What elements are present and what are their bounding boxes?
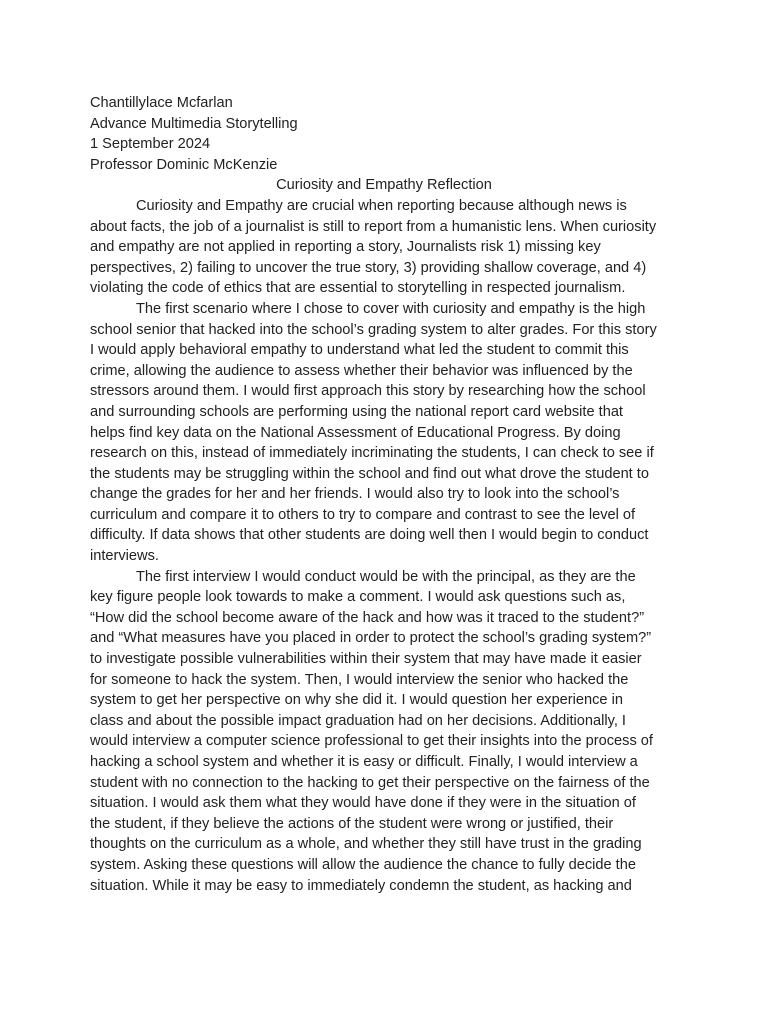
paragraph-line: perspectives, 2) failing to uncover the true story, 3) providing shallow coverage, and 4) bbox=[90, 259, 647, 276]
document-title: Curiosity and Empathy Reflection bbox=[276, 177, 492, 194]
paragraph-line: situation. I would ask them what they would have done if they were in the situation of bbox=[90, 795, 636, 812]
paragraph-line: student with no connection to the hacking to get their perspective on the fairness of the bbox=[90, 774, 650, 791]
paragraph-line: and “What measures have you placed in order to protect the school’s grading system?” bbox=[90, 630, 652, 647]
paragraph-line: curriculum and compare it to others to try to compare and contrast to see the level of bbox=[90, 506, 636, 523]
paragraph-line: change the grades for her and her friends. I would also try to look into the school’s bbox=[90, 486, 620, 503]
paragraph-line: school senior that hacked into the school’s grading system to alter grades. For this story bbox=[90, 321, 657, 338]
paragraph-line: research on this, instead of immediately incriminating the students, I can check to see if bbox=[90, 445, 654, 462]
paragraph-line: violating the code of ethics that are essential to storytelling in respected journalism. bbox=[90, 280, 626, 297]
paragraph-line: system to get her perspective on why she did it. I would question her experience in bbox=[90, 692, 623, 709]
paragraph-line: The first scenario where I chose to cover with curiosity and empathy is the high bbox=[136, 300, 646, 317]
paragraph-line: Curiosity and Empathy are crucial when reporting because although news is bbox=[136, 197, 627, 214]
paragraph-line: crime, allowing the audience to assess whether their behavior was influenced by the bbox=[90, 362, 633, 379]
paragraph-line: about facts, the job of a journalist is still to report from a humanistic lens. When curiosity bbox=[90, 218, 657, 235]
paragraph-line: I would apply behavioral empathy to understand what led the student to commit this bbox=[90, 342, 629, 359]
paragraph-3 bbox=[90, 567, 678, 897]
paragraph-line: the students may be struggling within the school and find out what drove the student to bbox=[90, 465, 649, 482]
paragraph-line: stressors around them. I would first approach this story by researching how the school bbox=[90, 383, 646, 400]
paragraph-line: hacking a school system and whether it is easy or difficult. Finally, I would interview a bbox=[90, 754, 638, 770]
document-header bbox=[90, 93, 678, 175]
professor-name: Professor Dominic McKenzie bbox=[90, 156, 278, 173]
paragraph-line: situation. While it may be easy to immediately condemn the student, as hacking and bbox=[90, 877, 632, 894]
paragraph-line: system. Asking these questions will allow the audience the chance to fully decide the bbox=[90, 856, 636, 873]
paragraph-line: helps find key data on the National Assessment of Educational Progress. By doing bbox=[90, 424, 621, 441]
paragraph-line: for someone to hack the system. Then, I would interview the senior who hacked the bbox=[90, 671, 629, 688]
paragraph-line: would interview a computer science professional to get their insights into the process of bbox=[90, 733, 653, 750]
author-name: Chantillylace Mcfarlan bbox=[90, 95, 233, 111]
paragraph-line: and empathy are not applied in reporting a story, Journalists risk 1) missing key bbox=[90, 239, 601, 256]
paragraph-line: thoughts on the curriculum as a whole, and whether they still have trust in the grading bbox=[90, 836, 642, 853]
paragraph-line: The first interview I would conduct would be with the principal, as they are the bbox=[136, 568, 636, 585]
paragraph-2 bbox=[90, 299, 678, 567]
paragraph-line: “How did the school become aware of the hack and how was it traced to the student?” bbox=[90, 609, 645, 626]
paragraph-line: and surrounding schools are performing using the national report card website that bbox=[90, 403, 623, 420]
course-name: Advance Multimedia Storytelling bbox=[90, 115, 298, 132]
document-body bbox=[90, 196, 678, 896]
paragraph-line: to investigate possible vulnerabilities within their system that may have made it easier bbox=[90, 651, 642, 668]
paragraph-line: key figure people look towards to make a comment. I would ask questions such as, bbox=[90, 589, 626, 606]
paragraph-line: difficulty. If data shows that other students are doing well then I would begin to conduct bbox=[90, 527, 649, 544]
paragraph-line: the student, if they believe the actions of the student were wrong or justified, their bbox=[90, 815, 614, 832]
paragraph-1 bbox=[90, 196, 678, 299]
paragraph-line: interviews. bbox=[90, 548, 159, 565]
document-date: 1 September 2024 bbox=[90, 136, 211, 153]
paragraph-line: class and about the possible impact graduation had on her decisions. Additionally, I bbox=[90, 712, 626, 729]
